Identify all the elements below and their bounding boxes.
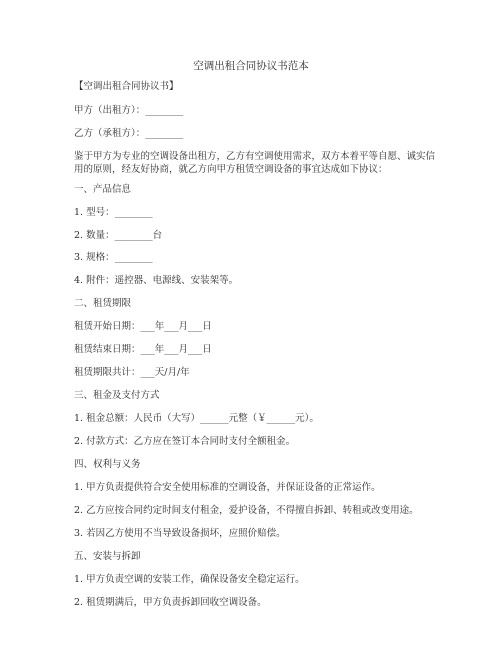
section-heading-rent-payment: 三、租金及支付方式 [74, 390, 160, 401]
lease-start-line: 租赁开始日期：___年___月___日 [74, 321, 212, 332]
payment-method-line: 2. 付款方式：乙方应在签订本合同时支付全额租金。 [74, 436, 296, 447]
duty-item-3: 3. 若因乙方使用不当导致设备损坏，应照价赔偿。 [74, 528, 286, 539]
preamble-paragraph: 鉴于甲方为专业的空调设备出租方，乙方有空调使用需求，双方本着平等自愿、诚实信用的原则，经友好协商，就乙方向甲方租赁空调设备的事宜达成如下协议： [74, 151, 436, 175]
product-accessories-line: 4. 附件：遥控器、电源线、安装架等。 [74, 275, 239, 286]
party-a-line: 甲方（出租方）：________ [74, 105, 184, 116]
lease-end-line: 租赁结束日期：___年___月___日 [74, 344, 212, 355]
product-quantity-line: 2. 数量：________台 [74, 230, 163, 241]
section-heading-rights-duties: 四、权利与义务 [74, 459, 141, 470]
install-item-2: 2. 租赁期满后，甲方负责拆卸回收空调设备。 [74, 597, 267, 608]
section-heading-lease-term: 二、租赁期限 [74, 298, 132, 309]
product-spec-line: 3. 规格：________ [74, 252, 153, 263]
section-heading-install-removal: 五、安装与拆卸 [74, 551, 141, 562]
section-heading-product-info: 一、产品信息 [74, 184, 132, 195]
section-heading-agreement: 【空调出租合同协议书】 [74, 81, 179, 92]
duty-item-1: 1. 甲方负责提供符合安全使用标准的空调设备，并保证设备的正常运作。 [74, 482, 381, 493]
rent-total-line: 1. 租金总额：人民币（大写）______元整（￥______元）。 [74, 413, 319, 424]
product-model-line: 1. 型号：________ [74, 207, 153, 218]
duty-item-2: 2. 乙方应按合同约定时间支付租金，爱护设备，不得擅自拆卸、转租或改变用途。 [74, 505, 419, 516]
document-title: 空调出租合同协议书范本 [193, 60, 309, 72]
party-b-line: 乙方（承租方）：________ [74, 128, 184, 139]
lease-total-line: 租赁期限共计：___天/月/年 [74, 367, 190, 378]
install-item-1: 1. 甲方负责空调的安装工作，确保设备安全稳定运行。 [74, 574, 305, 585]
